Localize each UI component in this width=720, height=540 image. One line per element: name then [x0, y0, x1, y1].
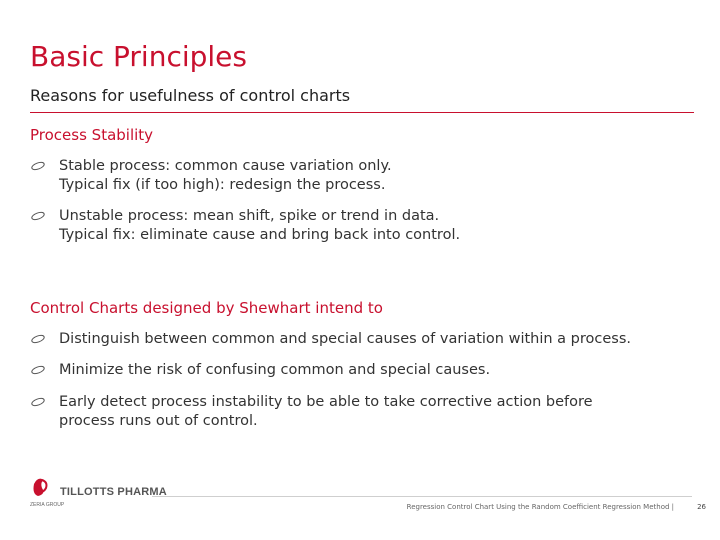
- bullet-oval-icon: [30, 334, 46, 344]
- bullet-line: Minimize the risk of confusing common and special causes.: [59, 362, 491, 378]
- footer-title: Regression Control Chart Using the Random Coefficient Regression Method |: [406, 503, 674, 511]
- bullet-line: Early detect process instability to be able to take corrective action before: [59, 394, 593, 410]
- logo-group-text: ZERIA GROUP: [30, 502, 65, 508]
- bullet-line: Typical fix (if too high): redesign the process.: [59, 177, 386, 193]
- bullet-oval-icon: [30, 365, 46, 375]
- bullet-line: Unstable process: mean shift, spike or trend in data.: [59, 208, 440, 224]
- bullet-line: Distinguish between common and special causes of variation within a process.: [59, 331, 632, 347]
- footer-divider: [152, 496, 692, 497]
- page-number: 26: [697, 503, 706, 511]
- logo-company-name: TILLOTTS PHARMA: [60, 486, 167, 498]
- slide-subtitle: Reasons for usefulness of control charts: [30, 86, 351, 105]
- bullet-line: Stable process: common cause variation only.: [59, 158, 392, 174]
- section-heading-process-stability: Process Stability: [30, 126, 154, 144]
- bullet-oval-icon: [30, 211, 46, 221]
- bullet-oval-icon: [30, 161, 46, 171]
- section-heading-shewhart: Control Charts designed by Shewhart intend to: [30, 299, 383, 317]
- bullet-line: Typical fix: eliminate cause and bring back into control.: [59, 227, 461, 243]
- bullet-oval-icon: [30, 397, 46, 407]
- slide-title: Basic Principles: [30, 40, 247, 73]
- bullet-line: process runs out of control.: [59, 413, 258, 429]
- title-divider: [30, 112, 694, 113]
